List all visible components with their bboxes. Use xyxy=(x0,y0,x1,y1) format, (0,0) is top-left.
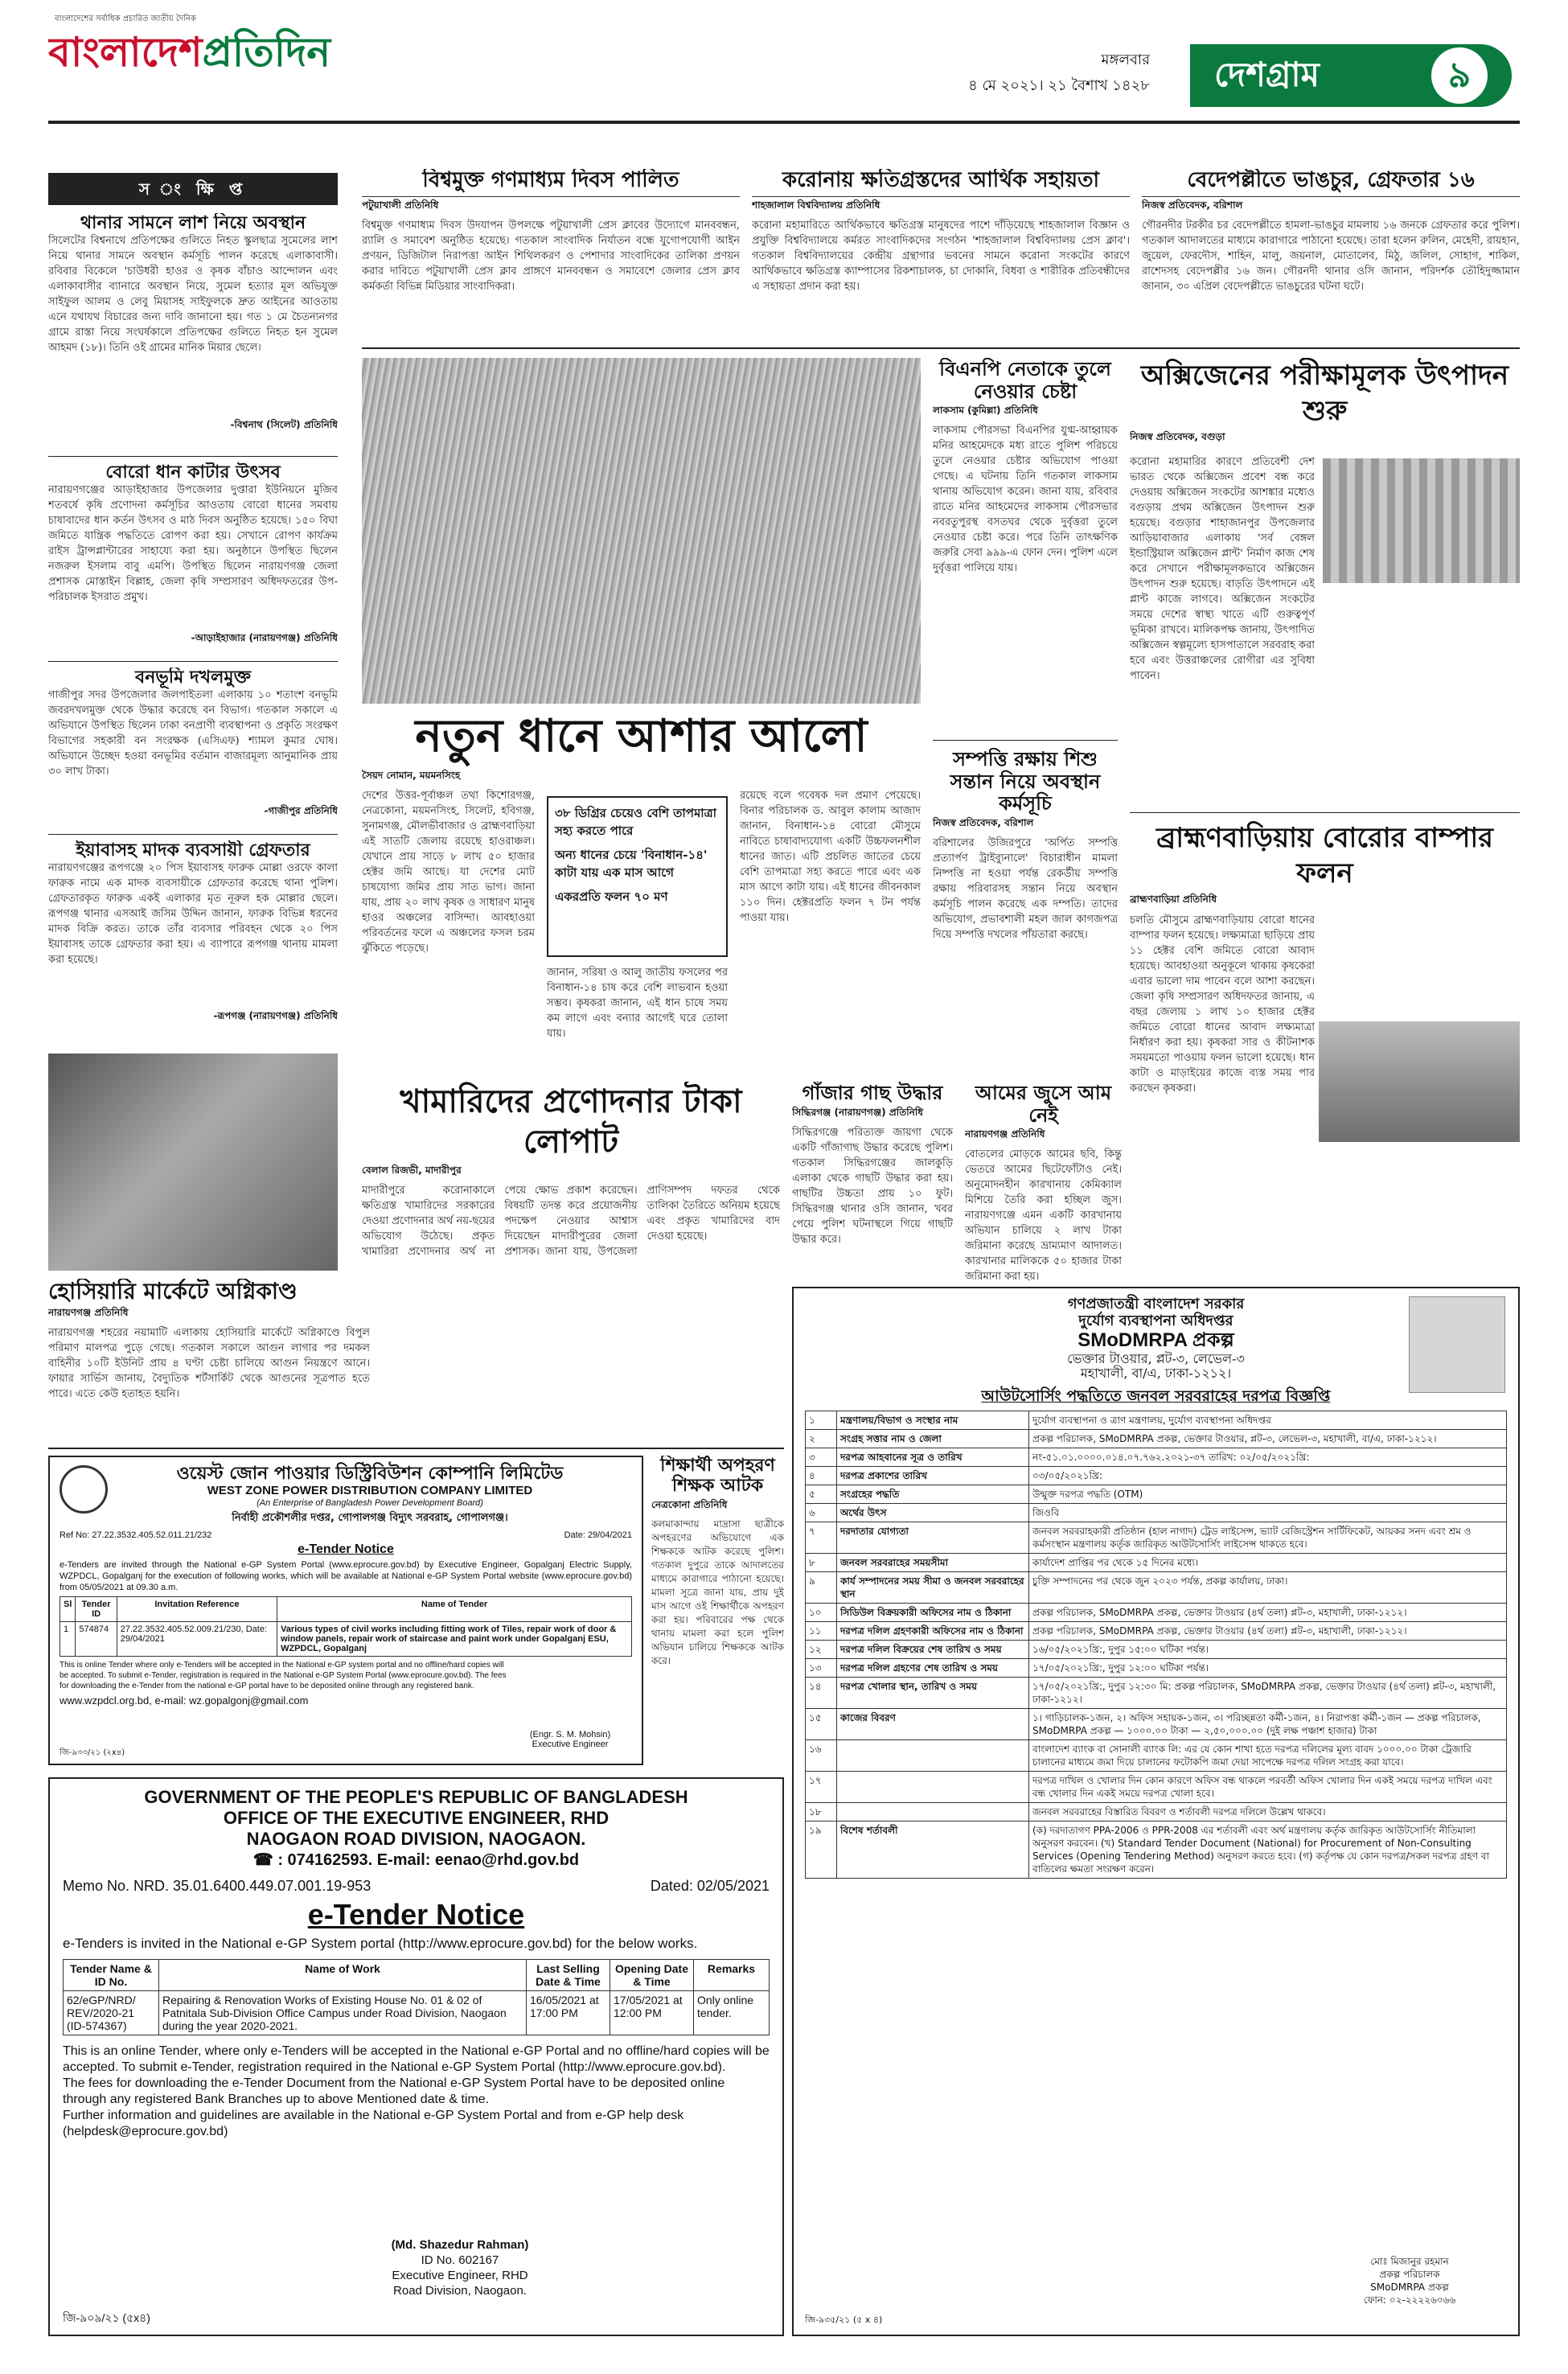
table-row xyxy=(806,1708,1507,1739)
story-oxygen xyxy=(1130,358,1520,808)
brief-2-title: বোরো ধান কাটার উৎসব xyxy=(105,462,281,483)
table-cell: দরপত্র প্রকাশের তারিখ xyxy=(837,1466,1029,1485)
lead-highlights xyxy=(547,796,728,957)
rhd-line3: NAOGAON ROAD DIVISION, NAOGAON. xyxy=(246,1829,586,1849)
story-incentive-byline: বেলাল রিজভী, মাদারীপুর xyxy=(362,1164,462,1176)
story-oxygen-title: অক্সিজেনের পরীক্ষামূলক উৎপাদন শুরু xyxy=(1140,359,1509,427)
table-cell xyxy=(837,1739,1029,1771)
signer-name: (Engr. S. M. Mohsin) xyxy=(529,1730,611,1739)
table-cell: মন্ত্রণালয়/বিভাগ ও সংস্থার নাম xyxy=(837,1411,1029,1429)
table-header: Sl xyxy=(60,1596,76,1621)
table-cell: ১৮ xyxy=(806,1802,837,1821)
paddy-field-photo xyxy=(362,358,921,704)
table-cell: Various types of civil works including fitting work of Tiles, repair work of door & window panels, repair work of staircase and paint work under Gopalganj ESU, WZPDCL, Gopalganj xyxy=(277,1621,632,1656)
table-header: Opening Date & Time xyxy=(610,1960,694,1991)
table-cell: ১ xyxy=(806,1411,837,1429)
signer-title: Executive Engineer xyxy=(532,1739,609,1749)
table-cell: ১৭/০৫/২০২১খ্রি:, দুপুর ১২:৩০ মি: প্রকল্প পরিচালক, SMoDMRPA প্রকল্প, ভেক্তার টাওয়ার (৪র্থ তলা) প্লট-৩, মহাখালী, ঢাকা-১২১২। xyxy=(1029,1677,1507,1708)
table-row xyxy=(806,1821,1507,1878)
rhd-footer-2: The fees for downloading the e-Tender Document from the National e-GP System Portal have to be deposited online through any registered Bank Branches up to above Mentioned date & time. xyxy=(63,2076,725,2106)
west-zone-footer: This is online Tender where only e-Tenders will be accepted in the National e-GP system portal and no offline/hard copies will be accepted. To submit e-Tender, registration is required in the National e-GP System Portal (www.eprocure.gov.bd). The fees for downloading the e-Tender from the national e-GP portal have to be deposited online through any registered bank. xyxy=(60,1660,507,1690)
story-bedepolli-byline: নিজস্ব প্রতিবেদক, বরিশাল xyxy=(1142,199,1243,211)
table-cell: ১০ xyxy=(806,1603,837,1621)
story-teacher-byline: নেত্রকোনা প্রতিনিধি xyxy=(651,1498,728,1510)
story-fire-byline: নারায়ণগঞ্জ প্রতিনিধি xyxy=(48,1307,129,1319)
table-row xyxy=(806,1429,1507,1448)
table-cell: দরপত্র দলিল গ্রহণকারী অফিসের নাম ও ঠিকানা xyxy=(837,1621,1029,1640)
weekday: মঙ্গলবার xyxy=(1101,51,1150,68)
table-cell: সংগ্রহ সত্তার নাম ও জেলা xyxy=(837,1429,1029,1448)
table-cell: ১৬/০৫/২০২১খ্রি:, দুপুর ১৫:০০ ঘটিকা পর্যন্ত। xyxy=(1029,1640,1507,1658)
brief-2 xyxy=(48,462,338,655)
table-cell: বিশেষ শর্তাবলী xyxy=(837,1821,1029,1878)
fire-photo xyxy=(48,1054,338,1271)
story-bbaria-boro xyxy=(1130,820,1520,1279)
story-press-day-title: বিশ্বমুক্ত গণমাধ্যম দিবস পালিত xyxy=(362,169,740,197)
brief-1-title: থানার সামনে লাশ নিয়ে অবস্থান xyxy=(80,213,306,233)
west-zone-title-bn: ওয়েস্ট জোন পাওয়ার ডিস্ট্রিবিউশন কোম্পানি লিমিটেড xyxy=(176,1463,564,1484)
story-press-day xyxy=(362,169,740,342)
story-bbaria-boro-title: ব্রাহ্মণবাড়িয়ায় বোরোর বাম্পার ফলন xyxy=(1156,822,1493,889)
story-corona-aid-byline: শাহজালাল বিশ্ববিদ্যালয় প্রতিনিধি xyxy=(752,199,880,211)
brief-2-credit: -আড়াইহাজার (নারায়ণগঞ্জ) প্রতিনিধি xyxy=(191,632,338,644)
table-cell: ১৩ xyxy=(806,1658,837,1677)
table-cell: ৩ xyxy=(806,1448,837,1466)
table-row xyxy=(806,1522,1507,1553)
table-cell xyxy=(837,1771,1029,1802)
story-child-protest-byline: নিজস্ব প্রতিবেদক, বরিশাল xyxy=(933,816,1034,828)
ad-west-zone xyxy=(48,1456,643,1765)
divider xyxy=(48,834,338,835)
table-cell: (ক) দরদাতাগণ PPA-2006 ও PPR-2008 এর শর্তাবলী এবং অর্থ মন্ত্রণালয় কর্তৃক জারিকৃত আউটসোর্সিং নীতিমালা অনুসরণ করবেন। (খ) Standard Tender Document (National) for Procurement of Non-Consulting Services (Opening Tendering Method) অনুসরণ করতে হবে। (গ) কর্তৃপক্ষ যে কোন দরপত্র/সকল দরপত্র গ্রহণ বা বাতিলের ক্ষমতা সংরক্ষণ করেন। xyxy=(1029,1821,1507,1878)
table-cell: কার্য সম্পাদনের সময় সীমা ও জনবল সরবরাহের স্থান xyxy=(837,1571,1029,1603)
table-header: Last Selling Date & Time xyxy=(527,1960,610,1991)
table-cell: নং-৫১.০১.০০০০.০১৪.০৭.৭৬২.২০২১-৩৭ তারিখ: ০২/০৫/২০২১খ্রি: xyxy=(1029,1448,1507,1466)
story-corona-aid-body: করোনা মহামারিতে আর্থিকভাবে ক্ষতিগ্রস্ত মানুষদের পাশে দাঁড়িয়েছে শাহজালাল বিজ্ঞান ও প্রযুক্তি বিশ্ববিদ্যালয়ে কর্মরত সাংবাদিকদের সংগঠন 'শাহজালাল বিশ্ববিদ্যালয় প্রেস ক্লাব'। গতকাল বিশ্ববিদ্যালয়ের কেন্দ্রীয় গ্রন্থাগার ভবনের সামনে করোনা সংকটের কারণে আর্থিকভাবে ক্ষতিগ্রস্ত ক্যাম্পাসের রিকশাচালক, চা দোকানি, বিধবা ও শারীরিক প্রতিবন্ধীদের এ সহায়তা প্রদান করা হয়। xyxy=(752,219,1130,293)
smodmrpa-line5: মহাখালী, বা/এ, ঢাকা-১২১২। xyxy=(1080,1366,1232,1382)
table-cell: দরপত্র দলিল গ্রহণের শেষ তারিখ ও সময় xyxy=(837,1658,1029,1677)
table-row xyxy=(806,1802,1507,1821)
story-teacher xyxy=(651,1456,784,1765)
lead-title: নতুন ধানে আশার আলো xyxy=(415,709,868,762)
sidebar-label-text: স ং ক্ষি প্ত xyxy=(138,179,248,199)
west-zone-signer xyxy=(510,1730,630,1749)
masthead-tagline: বাংলাদেশের সর্বাধিক প্রচারিত জাতীয় দৈনিক xyxy=(55,14,196,23)
brief-3-credit: -গাজীপুর প্রতিনিধি xyxy=(264,805,338,817)
divider xyxy=(1130,812,1520,813)
brief-1 xyxy=(48,213,338,450)
west-zone-table xyxy=(60,1596,632,1657)
table-cell: 27.22.3532.405.52.009.21/230, Date: 29/04/2021 xyxy=(117,1621,277,1656)
table-cell: Only online tender. xyxy=(694,1991,770,2035)
west-zone-logo xyxy=(60,1465,108,1514)
table-cell: 574874 xyxy=(76,1621,117,1656)
brief-3-body: গাজীপুর সদর উপজেলার জলপাইতলা এলাকায় ১০ শতাংশ বনভূমি জবরদখলমুক্ত থেকে উদ্ধার করেছে বন বিভাগ। গতকাল সকালে এ অভিযানে উপস্থিত ছিলেন ঢাকা বনপ্রাণী ব্যবস্থাপনা ও প্রকৃতি সংরক্ষণ বিভাগের সহকারী বন সংরক্ষক (এসিএফ) শ্যামল কুমার ঘোষ। অভিযানে উচ্ছেদ হওয়া বনভূমির বর্তমান বাজারমূল্য আনুমানিক প্রায় ৩০ লাখ টাকা। xyxy=(48,689,338,778)
west-zone-web: www.wzpdcl.org.bd, e-mail: wz.gopalgonj@gmail.com xyxy=(60,1694,309,1707)
table-cell: ১৯ xyxy=(806,1821,837,1878)
table-row xyxy=(64,1991,770,2035)
table-cell: সিডিউল বিক্রয়কারী অফিসের নাম ও ঠিকানা xyxy=(837,1603,1029,1621)
table-cell: ৮ xyxy=(806,1553,837,1571)
table-cell: ২ xyxy=(806,1429,837,1448)
west-zone-title-en: WEST ZONE POWER DISTRIBUTION COMPANY LIMITED xyxy=(207,1484,533,1498)
table-row xyxy=(806,1553,1507,1571)
table-cell: ০৩/০৫/২০২১খ্রি: xyxy=(1029,1466,1507,1485)
table-cell: 1 xyxy=(60,1621,76,1656)
story-bbaria-boro-body: চলতি মৌসুমে ব্রাহ্মণবাড়িয়ায় বোরো ধানের বাম্পার ফলন হয়েছে। লক্ষ্যমাত্রা ছাড়িয়ে প্রায় ১১ হেক্টর বেশি জমিতে বোরো আবাদ হয়েছে। আবহাওয়া অনুকূলে থাকায় কৃষকেরা এবার ভালো দাম পাবেন বলে আশা করছেন। জেলা কৃষি সম্প্রসারণ অধিদফতর জানায়, এ বছর জেলায় ১ লাখ ১০ হাজার হেক্টর জমিতে বোরো ধানের আবাদ লক্ষ্যমাত্রা নির্ধারণ করা হয়। কৃষকরা সার ও কীটনাশক সময়মতো পাওয়ায় ফলন ভালো হয়েছে। ধান কাটা ও মাড়াইয়ের কাজে ব্যস্ত সময় পার করছেন কৃষকরা। xyxy=(1130,914,1315,1095)
table-cell: কাজের বিবরণ xyxy=(837,1708,1029,1739)
table-cell xyxy=(837,1802,1029,1821)
story-ganja-title: গাঁজার গাছ উদ্ধার xyxy=(802,1082,943,1104)
table-cell: জনবল সরবরাহকারী প্রতিষ্ঠান (হাল নাগাদ) ট্রেড লাইসেন্স, ভ্যাট রেজিস্ট্রেশন সার্টিফিকেট, আয়কর সনদ এবং শ্রম ও কর্মসংস্থান মন্ত্রণালয় কর্তৃক জারিকৃত আউটসোর্সিং লাইসেন্স থাকতে হবে। xyxy=(1029,1522,1507,1553)
story-corona-aid-title: করোনায় ক্ষতিগ্রস্তদের আর্থিক সহায়তা xyxy=(752,169,1130,197)
table-row xyxy=(806,1466,1507,1485)
smodmrpa-line4: ভেক্তার টাওয়ার, প্লট-৩, লেভেল-৩ xyxy=(1067,1350,1245,1366)
rhd-code: জি-৯০৯/২১ (৫x৪) xyxy=(63,2311,150,2324)
story-fire xyxy=(48,1279,370,1444)
table-cell: কার্যাদেশ প্রাপ্তির পর থেকে ১৫ দিনের মধ্যে। xyxy=(1029,1553,1507,1571)
table-header: Invitation Reference xyxy=(117,1596,277,1621)
table-cell: ৯ xyxy=(806,1571,837,1603)
divider xyxy=(48,456,338,457)
lead-byline: সৈয়দ নোমান, ময়মনসিংহ xyxy=(362,770,461,781)
logo-pratidin: প্রতিদিন xyxy=(202,28,331,76)
table-row xyxy=(806,1571,1507,1603)
story-incentive-body: মাদারীপুরে করোনাকালে ক্ষতিগ্রস্ত খামারিদের সরকারের দেওয়া প্রণোদনার অর্থ নয়-ছয়ের অভিযোগ উঠেছে। প্রকৃত খামারিরা প্রণোদনার অর্থ না পেয়ে ক্ষোভ প্রকাশ করেছেন। বিষয়টি তদন্ত করে প্রয়োজনীয় পদক্ষেপ নেওয়ার আশ্বাস দিয়েছেন মাদারীপুরের জেলা প্রশাসক। জানা যায়, উপজেলা প্রাণিসম্পদ দফতর থেকে তালিকা তৈরিতে অনিয়ম হয়েছে এবং প্রকৃত খামারিদের বাদ দেওয়া হয়েছে। xyxy=(362,1185,780,1258)
west-zone-code: জি-৯৩৩/২১ (২x৪) xyxy=(60,1748,125,1757)
rhd-memo: Memo No. NRD. 35.01.6400.449.07.001.19-953 xyxy=(63,1878,371,1894)
smodmrpa-signer xyxy=(1317,2255,1502,2306)
logo-bangla: বাংলাদেশ xyxy=(48,28,203,76)
table-cell: ১। গাড়িচালক-১জন, ২। অফিস সহায়ক-১জন, ৩। পরিচ্ছন্নতা কর্মী-১জন, ৪। নিরাপত্তা কর্মী-১জন — প্রকল্প পরিচালক, SMoDMRPA প্রকল্প — ১০০০.০০ টাকা — ২,৫০,০০০.০০ (দুই লক্ষ পঞ্চাশ হাজার) টাকা xyxy=(1029,1708,1507,1739)
story-bnp-body: লাকসাম পৌরসভা বিএনপির যুগ্ম-আহ্বায়ক মনির আহমেদকে মধ্য রাতে পুলিশ পরিচয়ে তুলে নেওয়ার চেষ্টার অভিযোগ পাওয়া গেছে। এ ঘটনায় তিনি গতকাল লাকসাম থানায় অভিযোগ করেন। জানা যায়, রবিবার রাতে মনির আহমেদের লাকসাম পৌরসভার নবরতুপুরস্থ বসতঘর থেকে দুর্বৃত্তরা তুলে নেওয়ার চেষ্টা করে। পরে তিনি তাৎক্ষণিক জরুরি সেবা ৯৯৯-এ ফোন দেন। পুলিশ এলে দুর্বৃত্তরা পালিয়ে যায়। xyxy=(933,425,1118,575)
table-header: Name of Work xyxy=(159,1960,527,1991)
signer-title: প্রকল্প পরিচালক xyxy=(1379,2269,1440,2280)
harvest-photo xyxy=(1319,1021,1520,1142)
rhd-intro: e-Tenders is invited in the National e-GP System portal (http://www.eprocure.gov.bd) for the below works. xyxy=(63,1936,698,1951)
table-header: Tender Name & ID No. xyxy=(64,1960,159,1991)
table-cell: প্রকল্প পরিচালক, SMoDMRPA প্রকল্প, ভেক্তার টাওয়ার (৪র্থ তলা) প্লট-৩, মহাখালী, ঢাকা-১২১২। xyxy=(1029,1603,1507,1621)
brief-3-title: বনভূমি দখলমুক্ত xyxy=(135,667,251,688)
logo xyxy=(48,24,386,80)
table-row xyxy=(806,1448,1507,1466)
brief-1-body: সিলেটের বিশ্বনাথে প্রতিপক্ষের গুলিতে নিহত স্কুলছাত্র সুমেলের লাশ নিয়ে থানার সামনে অবস্থান কর্মসূচি পালন করেছে এলাকাবাসী। রবিবার বিকেলে 'চাউধরী হাওর ও কৃষক বাঁচাও আন্দোলন এবং এলাকাবাসীর ব্যানারে অবস্থান নিয়ে, সুমেল হত্যার মূল অভিযুক্ত সাইফুল আলম ও লেবু মিয়াসহ সাইফুলকে দ্রুত আইনের আওতায় এনে যথাযথ বিচারের জন্য দাবি জানানো হয়। গত ১ মে চৈতন্যনগর গ্রামে রাস্তা নিয়ে সংঘর্ষকালে প্রতিপক্ষের গুলিতে নিহত হন সুমেল আহমদ (১৮)। তিনি ওই গ্রামের মানিক মিয়ার ছেলে। xyxy=(48,235,338,355)
story-mango-juice-title: আমের জুসে আম নেই xyxy=(975,1082,1112,1127)
sidebar-label xyxy=(48,173,338,205)
table-cell: অর্থের উৎস xyxy=(837,1503,1029,1522)
table-row xyxy=(806,1503,1507,1522)
table-cell: জনবল সরবরাহের সময়সীমা xyxy=(837,1553,1029,1571)
table-header: Name of Tender xyxy=(277,1596,632,1621)
sidebar xyxy=(48,173,338,1041)
date: ৪ মে ২০২১। ২১ বৈশাখ ১৪২৮ xyxy=(968,77,1150,94)
brief-4-credit: -রূপগঞ্জ (নারায়ণগঞ্জ) প্রতিনিধি xyxy=(213,1010,338,1022)
table-cell: প্রকল্প পরিচালক, SMoDMRPA প্রকল্প, ভেক্তার টাওয়ার (৪র্থ তলা) প্লট-৩, মহাখালী, ঢাকা-১২১২। xyxy=(1029,1621,1507,1640)
story-bnp xyxy=(933,358,1118,736)
table-row xyxy=(806,1640,1507,1658)
table-cell: প্রকল্প পরিচালক, SMoDMRPA প্রকল্প, ভেক্তার টাওয়ার, প্লট-৩, লেভেল-৩, মহাখালী, বা/এ, ঢাকা-১২১২। xyxy=(1029,1429,1507,1448)
page-number xyxy=(1431,47,1488,104)
lead-body-3: জানান, সরিষা ও আলু জাতীয় ফসলের পর বিনাধান-১৪ চাষ করে বেশি লাভবান হওয়া সম্ভব। কৃষকরা জানান, এই ধান চাষে সময় কম লাগে এবং বন্যার আগেই ঘরে তোলা যায়। xyxy=(547,967,728,1040)
story-bedepolli-title: বেদেপল্লীতে ভাঙচুর, গ্রেফতার ১৬ xyxy=(1142,169,1520,197)
brief-4-title: ইয়াবাসহ মাদক ব্যবসায়ী গ্রেফতার xyxy=(76,840,310,860)
story-ganja-body: সিদ্ধিরগঞ্জে পরিত্যক্ত জায়গা থেকে একটি গাঁজাগাছ উদ্ধার করেছে পুলিশ। গতকাল সিদ্ধিরগঞ্জের জালকুড়ি এলাকা থেকে গাছটি উদ্ধার করা হয়। গাছটির উচ্চতা প্রায় ১০ ফুট। সিদ্ধিরগঞ্জ থানার ওসি জানান, খবর পেয়ে পুলিশ ঘটনাস্থলে গিয়ে গাছটি উদ্ধার করে। xyxy=(792,1126,953,1246)
table-cell: ১৪ xyxy=(806,1677,837,1708)
story-press-day-body: বিশ্বমুক্ত গণমাধ্যম দিবস উদযাপন উপলক্ষে পটুয়াখালী প্রেস ক্লাবের উদ্যোগে মানববন্ধন, র‍্যালি ও সমাবেশ অনুষ্ঠিত হয়েছে। গতকাল সাংবাদিক নির্যাতন বন্ধে যুগোপযোগী আইন প্রণয়ন, ডিজিটাল নিরাপত্তা আইন শিথিলকরণ ও পেশাদার সাংবাদিকের তালিকা প্রণয়ন করার দাবিতে পটুয়াখালী প্রেস ক্লাব প্রাঙ্গণে মানববন্ধন ও সমাবেশে জেলার প্রেস ক্লাব কর্মকর্তা বিভিন্ন মিডিয়ার সাংবাদিকরা। xyxy=(362,219,740,293)
table-row xyxy=(806,1771,1507,1802)
table-cell: চুক্তি সম্পাদনের পর থেকে জুন ২০২৩ পর্যন্ত, প্রকল্প কার্যালয়, ঢাকা। xyxy=(1029,1571,1507,1603)
table-cell: দরপত্র দাখিল ও খোলার দিন কোন কারণে অফিস বন্ধ থাকলে পরবর্তী অফিস খোলার দিন একই সময়ে দরপত্র দাখিল এবং বন্ধ খোলার দিন একই সময়ে দরপত্র খোলা হবে। xyxy=(1029,1771,1507,1802)
table-cell: জনবল সরবরাহের বিস্তারিত বিবরণ ও শর্তাবলী দরপত্র দলিলে উল্লেখ থাকবে। xyxy=(1029,1802,1507,1821)
table-cell: দুর্যোগ ব্যবস্থাপনা ও ত্রাণ মন্ত্রণালয়, দুর্যোগ ব্যবস্থাপনা অধিদপ্তর xyxy=(1029,1411,1507,1429)
table-cell: দরপত্র দলিল বিক্রয়ের শেষ তারিখ ও সময় xyxy=(837,1640,1029,1658)
brief-2-body: নারায়ণগঞ্জের আড়াইহাজার উপজেলার দুপ্তারা ইউনিয়নে মুজিব শতবর্ষে কৃষি প্রণোদনা কর্মসূচির আওতায় বোরো ধানের সমবায় চাষাবাদের ধান কর্তন উৎসব ও মাঠ দিবস অনুষ্ঠিত হয়েছে। ১৫০ বিঘা জমিতে যান্ত্রিক পদ্ধতিতে রোপণ করা হয়। সেখানে রোপণ কার্যক্রম রাইস ট্রান্সপ্লান্টারের সাহায্যে করা হয়। অনুষ্ঠানে উপস্থিত ছিলেন নজরুল ইসলাম বাবু এমপি। উপস্থিত ছিলেন নারায়ণগঞ্জ জেলা প্রশাসক মোস্তাইন বিল্লাহ, জেলা কৃষি সম্প্রসারণ অধিদফতরের উপ-পরিচালক ইসরাত প্রমুখ। xyxy=(48,484,338,604)
rhd-table xyxy=(63,1959,770,2035)
table-cell: ১৫ xyxy=(806,1708,837,1739)
table-cell: দরদাতার যোগ্যতা xyxy=(837,1522,1029,1553)
table-cell: ১৬ xyxy=(806,1739,837,1771)
table-header: Tender ID xyxy=(76,1596,117,1621)
table-cell: দরপত্র আহবানের সূত্র ও তারিখ xyxy=(837,1448,1029,1466)
smodmrpa-line3: SMoDMRPA প্রকল্প xyxy=(1077,1329,1234,1352)
table-cell: 62/eGP/NRD/ REV/2020-21 (ID-574367) xyxy=(64,1991,159,2035)
signer-office: Road Division, Naogaon. xyxy=(393,2284,527,2298)
table-row xyxy=(806,1621,1507,1640)
table-cell: ৭ xyxy=(806,1522,837,1553)
table-cell: ৫ xyxy=(806,1485,837,1503)
rhd-dated: Dated: 02/05/2021 xyxy=(650,1878,770,1894)
highlight-item: একরপ্রতি ফলন ৭০ মণ xyxy=(555,889,668,904)
west-zone-intro: e-Tenders are invited through the National e-GP System Portal (www.eprocure.gov.bd) by Executive Engineer, Gopalganj Electric Supply, WZPDCL, Gopalganj for the execution of following works, which will be available at National e-GP System Portal website (www.eprocure.gov.bd) from 05/05/2021 at 09.30 a.m. xyxy=(60,1559,632,1592)
page-number-text: ৯ xyxy=(1447,55,1472,96)
rhd-memo-row xyxy=(63,1878,770,1895)
table-cell: সংগ্রহের পদ্ধতি xyxy=(837,1485,1029,1503)
brief-4 xyxy=(48,840,338,1037)
story-mango-juice-body: বোতলের মোড়কে আমের ছবি, কিন্তু ভেতরে আমের ছিটেফোঁটাও নেই। অনুমোদনহীন কারখানায় কেমিক্যাল মিশিয়ে তৈরি করা হচ্ছিল জুস। নারায়ণগঞ্জে এমন একটি কারখানায় অভিযান চালিয়ে ২ লাখ টাকা জরিমানা করেছে ভ্রাম্যমাণ আদালত। কারখানার মালিককে ৫০ হাজার টাকা জরিমানা করা হয়। xyxy=(965,1148,1122,1284)
story-bedepolli xyxy=(1142,169,1520,342)
divider xyxy=(362,347,1520,349)
signer-office: SMoDMRPA প্রকল্প xyxy=(1370,2282,1449,2293)
section-name: দেশগ্রাম xyxy=(1214,55,1320,94)
story-incentive-title: খামারিদের প্রণোদনার টাকা লোপাট xyxy=(400,1082,742,1160)
story-ganja-byline: সিদ্ধিরগঞ্জ (নারায়ণগঞ্জ) প্রতিনিধি xyxy=(792,1106,923,1118)
table-header: Remarks xyxy=(694,1960,770,1991)
west-zone-date: Date: 29/04/2021 xyxy=(564,1530,632,1540)
brief-3 xyxy=(48,667,338,828)
story-mango-juice-byline: নারায়ণগঞ্জ প্রতিনিধি xyxy=(965,1128,1045,1140)
rhd-heading: e-Tender Notice xyxy=(307,1898,525,1931)
story-incentive xyxy=(362,1082,780,1444)
table-row xyxy=(806,1739,1507,1771)
west-zone-ref-row xyxy=(60,1530,632,1540)
ad-rhd-naogaon xyxy=(48,1777,784,2336)
story-bnp-byline: লাকসাম (কুমিল্লা) প্রতিনিধি xyxy=(933,405,1038,417)
west-zone-heading: e-Tender Notice xyxy=(298,1542,394,1556)
table-cell: 16/05/2021 at 17:00 PM xyxy=(527,1991,610,2035)
table-cell: উন্মুক্ত দরপত্র পদ্ধতি (OTM) xyxy=(1029,1485,1507,1503)
table-cell: ১৭/০৫/২০২১খ্রি:, দুপুর ১২:০০ ঘটিকা পর্যন্ত। xyxy=(1029,1658,1507,1677)
table-cell: জিওবি xyxy=(1029,1503,1507,1522)
rhd-line2: OFFICE OF THE EXECUTIVE ENGINEER, RHD xyxy=(223,1808,610,1828)
story-child-protest-body: বরিশালের উজিরপুরে 'অর্পিত সম্পত্তি প্রত্যার্পণ ট্রাইব্যুনালে' বিচারাধীন মামলা নিষ্পত্তি না হওয়া পর্যন্ত রেকর্ডীয় সম্পত্তি রক্ষায় পরিবারসহ সন্তান নিয়ে অবস্থান কর্মসূচি পালন করেছে এক দম্পতি। তাদের অভিযোগ, প্রভাবশালী মহল জাল কাগজপত্র দিয়ে সম্পত্তি দখলের পাঁয়তারা করছে। xyxy=(933,836,1118,941)
table-cell: দরপত্র খোলার স্থান, তারিখ ও সময় xyxy=(837,1677,1029,1708)
signer-phone: ফোন: ০২-২২২২৬০৬৬ xyxy=(1363,2294,1456,2306)
table-cell: ৪ xyxy=(806,1466,837,1485)
signer-name: (Md. Shazedur Rahman) xyxy=(391,2238,529,2252)
signer-title: Executive Engineer, RHD xyxy=(392,2269,528,2282)
highlight-item: ৩৮ ডিগ্রির চেয়েও বেশি তাপমাত্রা সহ্য করতে পারে xyxy=(555,806,717,838)
rhd-signer xyxy=(339,2237,581,2298)
masthead xyxy=(0,0,1568,157)
signer-id: ID No. 602167 xyxy=(421,2253,499,2267)
smodmrpa-line1: গণপ্রজাতন্ত্রী বাংলাদেশ সরকার xyxy=(1067,1296,1245,1312)
rhd-footer-3: Further information and guidelines are available in the National e-GP System Portal and from e-GP help desk (helpdesk@eprocure.gov.bd) xyxy=(63,2109,684,2138)
story-fire-title: হোসিয়ারি মার্কেটে অগ্নিকাণ্ড xyxy=(48,1279,298,1304)
table-row xyxy=(806,1658,1507,1677)
west-zone-ref: Ref No: 27.22.3532.405.52.011.21/232 xyxy=(60,1530,212,1540)
smodmrpa-code: জি-৯৩৫/২১ (৫ x ৪) xyxy=(805,2314,883,2325)
story-press-day-byline: পটুয়াখালী প্রতিনিধি xyxy=(362,199,439,211)
rhd-line1: GOVERNMENT OF THE PEOPLE'S REPUBLIC OF BANGLADESH xyxy=(144,1787,688,1807)
divider xyxy=(48,1448,784,1449)
story-child-protest xyxy=(933,748,1118,1074)
table-cell: ৬ xyxy=(806,1503,837,1522)
table-cell: ১৭ xyxy=(806,1771,837,1802)
table-row xyxy=(806,1677,1507,1708)
table-cell: 17/05/2021 at 12:00 PM xyxy=(610,1991,694,2035)
highlight-item: অন্য ধানের চেয়ে 'বিনাধান-১৪' কাটা যায় এক মাস আগে xyxy=(555,848,708,880)
story-fire-body: নারায়ণগঞ্জ শহরের নয়ামাটি এলাকায় হোসিয়ারি মার্কেটে অগ্নিকাণ্ডে বিপুল পরিমাণ মালপত্র পুড়ে গেছে। গতকাল সকালে আগুন লাগার পর দমকল বাহিনীর ১০টি ইউনিট প্রায় ৪ ঘণ্টা চেষ্টা চালিয়ে আগুন নিয়ন্ত্রণে আনে। ফায়ার সার্ভিস জানায়, বৈদ্যুতিক শর্টসার্কিট থেকে আগুনের সূত্রপাত হতে পারে। এতে কেউ হতাহত হয়নি। xyxy=(48,1327,370,1401)
brief-1-credit: -বিশ্বনাথ (সিলেট) প্রতিনিধি xyxy=(230,419,338,431)
story-teacher-title: শিক্ষার্থী অপহরণ শিক্ষক আটক xyxy=(660,1456,775,1497)
table-row xyxy=(806,1485,1507,1503)
story-bedepolli-body: গৌরনদীর টরকীর চর বেদেপল্লীতে হামলা-ভাঙচুর মামলায় ১৬ জনকে গ্রেফতার করে পুলিশ। গতকাল আদালতের মাধ্যমে কারাগারে পাঠানো হয়েছে। তারা হলেন রুলিন, মেহেদী, রায়হান, জুয়েল, ফেরদৌস, শাহিন, মালু, জয়নাল, মোতালেব, মিঠু, জলিল, সোহাগ, শাকিল, রাশেদসহ বেদেপল্লীর ১৬ জন। গৌরনদী থানার ওসি জানান, পরিদর্শক তৌহিদুজ্জামান জানান, ৩০ এপ্রিল বেদেপল্লীতে ভাঙচুরের ঘটনা ঘটে। xyxy=(1142,219,1520,293)
signer-name: মোঃ মিজানুর রহমান xyxy=(1370,2256,1449,2267)
table-row xyxy=(60,1621,632,1656)
story-bnp-title: বিএনপি নেতাকে তুলে নেওয়ার চেষ্টা xyxy=(939,358,1111,403)
rhd-footer-1: This is an online Tender, where only e-Tenders will be accepted in the National e-GP Portal and no offline/hard copies will be accepted. To submit e-Tender, registration required in the National e-GP System Portal (http://www.eprocure.gov.bd). xyxy=(63,2044,770,2074)
divider xyxy=(933,740,1118,741)
masthead-rule xyxy=(48,121,1520,124)
mujib-portrait xyxy=(1409,1296,1505,1393)
oxygen-plant-photo xyxy=(1323,458,1520,583)
ad-smodmrpa xyxy=(792,1287,1520,2336)
lead-body-1: দেশের উত্তর-পূর্বাঞ্চল তথা কিশোরগঞ্জ, নেত্রকোনা, ময়মনসিংহ, সিলেট, হবিগঞ্জ, সুনামগঞ্জ, মৌলভীবাজার ও ব্রাহ্মণবাড়িয়া এই সাতটি জেলায় রয়েছে হাওরাঞ্চল। যেখানে প্রায় সাড়ে ৮ লাখ ৫০ হাজার হেক্টর জমি আছে। যা দেশের মোট চাষযোগ্য জমির প্রায় সাত ভাগ। জানা যায়, প্রায় ২০ লাখ কৃষক ও সাধারণ মানুষ হাওর অঞ্চলের বাসিন্দা। আবহাওয়া পরিবর্তনের ফলে এ অঞ্চলের ফসল চরম ঝুঁকিতে পড়েছে। xyxy=(362,790,535,955)
table-cell: Repairing & Renovation Works of Existing House No. 01 & 02 of Patnitala Sub-Division Office Campus under Road Division, Naogaon during the year 2020-2021. xyxy=(159,1991,527,2035)
lead-body-2: রয়েছে বলে গবেষক দল প্রমাণ পেয়েছে। বিনার পরিচালক ড. আবুল কালাম আজাদ জানান, বিনাধান-১৪ বোরো মৌসুমে নাবিতে চাষাবাদ্যযোগ্য একটি উচ্চফলনশীল ধানের জাত। এটি প্রচলিত জাতের চেয়ে বেশি তাপমাত্রা সহ্য করতে পারে এবং এক মাস আগে কাটা যায়। এই ধানের জীবনকাল ১১০ দিন। হেক্টরপ্রতি ফলন ৭ টন পর্যন্ত পাওয়া যায়। xyxy=(740,790,921,924)
section-banner xyxy=(1190,44,1512,107)
table-cell: ১২ xyxy=(806,1640,837,1658)
lead-story xyxy=(362,708,921,1074)
table-cell: ১১ xyxy=(806,1621,837,1640)
story-corona-aid xyxy=(752,169,1130,342)
table-row xyxy=(806,1603,1507,1621)
smodmrpa-table xyxy=(805,1411,1507,1879)
story-oxygen-byline: নিজস্ব প্রতিবেদক, বগুড়া xyxy=(1130,431,1225,442)
table-cell: বাংলাদেশ ব্যাংক বা সোনালী ব্যাংক লি: এর যে কোন শাখা হতে দরপত্র দলিলের মূল্য বাবদ ১০০০.০০ টাকা ট্রেজারি চালানের মাধ্যমে জমা দিয়ে চালানের ফটোকপি জমা দেয়া সাপেক্ষে দরপত্র দলিল সংগ্রহ করা যাবে। xyxy=(1029,1739,1507,1771)
story-teacher-body: কলমাকান্দায় মাদ্রাসা ছাত্রীকে অপহরণের অভিযোগে এক শিক্ষককে আটক করেছে পুলিশ। গতকাল দুপুরে তাকে আদালতের মাধ্যমে কারাগারে পাঠানো হয়েছে। মামলা সূত্রে জানা যায়, প্রায় দুই মাস আগে ওই শিক্ষার্থীকে অপহরণ করা হয়। পরিবারের পক্ষ থেকে থানায় মামলা করা হলে পুলিশ অভিযান চালিয়ে শিক্ষককে আটক করে। xyxy=(651,1518,784,1666)
rhd-contact: ☎ : 074162593. E-mail: eenao@rhd.gov.bd xyxy=(252,1851,580,1869)
west-zone-subtitle: (An Enterprise of Bangladesh Power Development Board) xyxy=(257,1497,483,1508)
west-zone-office: নির্বাহী প্রকৌশলীর দপ্তর, গোপালগঞ্জ বিদ্যুৎ সরবরাহ, গোপালগঞ্জ। xyxy=(232,1511,508,1524)
table-row xyxy=(806,1411,1507,1429)
smodmrpa-heading: আউটসোর্সিং পদ্ধতিতে জনবল সরবরাহের দরপত্র বিজ্ঞপ্তি xyxy=(981,1386,1331,1405)
story-child-protest-title: সম্পত্তি রক্ষায় শিশু সন্তান নিয়ে অবস্থান কর্মসূচি xyxy=(950,748,1101,815)
story-bbaria-boro-byline: ব্রাহ্মণবাড়িয়া প্রতিনিধি xyxy=(1130,893,1217,905)
brief-4-body: নারায়ণগঞ্জের রূপগঞ্জে ২০ পিস ইয়াবাসহ ফারুক মোল্লা ওরফে কালা ফারুক নামে এক মাদক ব্যবসায়ীকে গ্রেফতার করেছে থানা পুলিশ। গ্রেফতারকৃত ফারুক একই এলাকার মৃত নূরুল হক মোল্লার ছেলে। রূপগঞ্জ থানার এসআই জসিম উদ্দিন জানান, ফারুক বিভিন্ন ধরনের মাদক বিক্রি করত। তাকে তাঁর ব্যবসার পরিবহন থেকে ২০ পিস ইয়াবাসহ তাকে গ্রেফতার করা হয়। এ ব্যাপারে রূপগঞ্জ থানায় মামলা করা হয়েছে। xyxy=(48,862,338,967)
divider xyxy=(48,661,338,662)
smodmrpa-line2: দুর্যোগ ব্যবস্থাপনা অধিদপ্তর xyxy=(1078,1312,1233,1329)
story-oxygen-body: করোনা মহামারির কারণে প্রতিবেশী দেশ ভারত থেকে অক্সিজেন প্রবেশ বন্ধ করে দেওয়ায় অক্সিজেন সংকটের আশঙ্কার মধ্যেও বগুড়ায় প্রথম অক্সিজেন উৎপাদন শুরু হয়েছে। বগুড়ার শাহাজানপুর উপজেলার আড়িয়াবাজার এলাকায় 'সর্ব বেঙ্গল ইন্ডাস্ট্রিয়াল অক্সিজেন প্লান্ট' নির্মাণ কাজ শেষ করে সেখানে পরীক্ষামূলকভাবে অক্সিজেন উৎপাদন শুরু হয়েছে। বাড়তি উৎপাদনে এই প্লান্ট কাজে লাগবে। অক্সিজেন সংকটের সময়ে দেশের স্বাস্থ্য খাতে এটি গুরুত্বপূর্ণ ভূমিকা রাখবে। মালিকপক্ষ জানায়, উৎপাদিত অক্সিজেন স্বল্পমূল্যে হাসপাতালে সরবরাহ করা হবে এবং উত্তরাঞ্চলের রোগীরা এর সুবিধা পাবেন। xyxy=(1130,456,1315,682)
